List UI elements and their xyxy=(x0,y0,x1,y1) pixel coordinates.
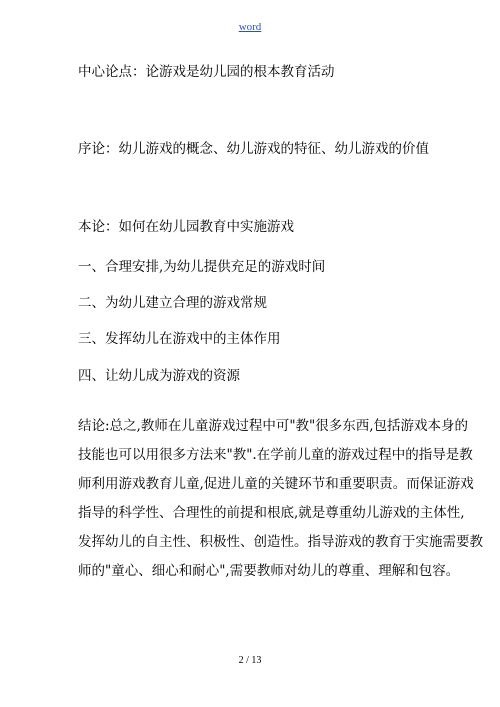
main-section-title: 本论：如何在幼儿园教育中实施游戏 xyxy=(78,219,294,235)
point-item-4: 四、让幼儿成为游戏的资源 xyxy=(78,368,240,384)
central-thesis: 中心论点：论游戏是幼儿园的根本教育活动 xyxy=(78,64,335,80)
conclusion-line-6: 师的"童心、细心和耐心",需要教师对幼儿的尊重、理解和包容。 xyxy=(78,563,460,579)
conclusion-line-5: 发挥幼儿的自主性、积极性、创造性。指导游戏的教育于实施需要教 xyxy=(78,534,483,550)
conclusion-line-3: 师利用游戏教育儿童,促进儿童的关键环节和重要职责。而保证游戏 xyxy=(78,476,474,492)
point-item-1: 一、合理安排,为幼儿提供充足的游戏时间 xyxy=(78,259,326,275)
conclusion-line-1: 结论:总之,教师在儿童游戏过程中可"教"很多东西,包括游戏本身的 xyxy=(78,418,469,434)
conclusion-line-4: 指导的科学性、合理性的前提和根底,就是尊重幼儿游戏的主体性, xyxy=(78,505,465,521)
point-item-2: 二、为幼儿建立合理的游戏常规 xyxy=(78,295,267,311)
conclusion-paragraph xyxy=(78,412,483,586)
page-indicator: 2 / 13 xyxy=(238,655,262,666)
header-word-link[interactable]: word xyxy=(238,21,262,33)
point-item-3: 三、发挥幼儿在游戏中的主体作用 xyxy=(78,331,281,347)
preface: 序论：幼儿游戏的概念、幼儿游戏的特征、幼儿游戏的价值 xyxy=(78,141,429,157)
conclusion-line-2: 技能也可以用很多方法来"教".在学前儿童的游戏过程中的指导是教 xyxy=(78,447,473,463)
